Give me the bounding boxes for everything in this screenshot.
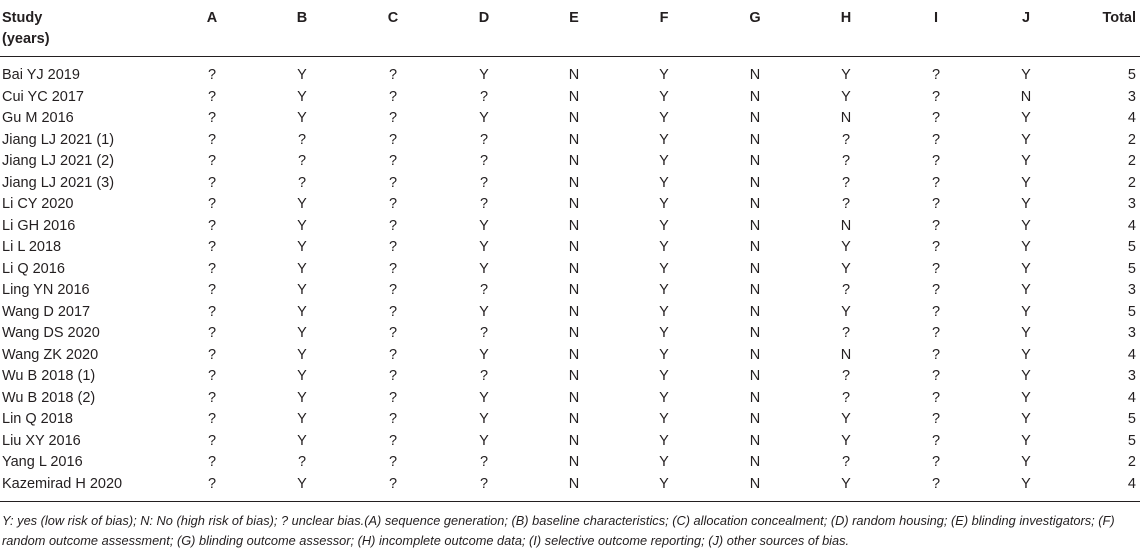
- table-row: [0, 388, 1140, 410]
- table-row: [0, 409, 1140, 431]
- criterion-d-cell: Y: [479, 411, 489, 427]
- criterion-f-cell: Y: [659, 325, 669, 341]
- criterion-c-cell: ?: [388, 303, 398, 320]
- total-cell: 5: [1127, 67, 1136, 83]
- study-cell: Li Q 2016: [2, 260, 65, 277]
- criterion-j-cell: Y: [1021, 260, 1031, 277]
- criterion-e-cell: N: [568, 67, 580, 83]
- criterion-c-cell: ?: [388, 174, 398, 191]
- header-b: B: [296, 10, 308, 26]
- table-row: [0, 431, 1140, 453]
- header-h: H: [840, 10, 852, 26]
- criterion-d-cell: Y: [479, 389, 489, 406]
- criterion-g-cell: N: [749, 475, 761, 492]
- total-cell: 3: [1127, 282, 1136, 298]
- criterion-b-cell: Y: [297, 282, 307, 298]
- criterion-g-cell: N: [749, 325, 761, 341]
- total-cell: 3: [1127, 368, 1136, 384]
- criterion-a-cell: ?: [207, 174, 217, 191]
- criterion-b-cell: Y: [297, 239, 307, 255]
- criterion-e-cell: N: [568, 346, 580, 363]
- criterion-i-cell: ?: [931, 389, 941, 406]
- criterion-g-cell: N: [749, 174, 761, 191]
- total-cell: 2: [1127, 153, 1136, 169]
- criterion-d-cell: Y: [479, 346, 489, 363]
- criterion-h-cell: Y: [841, 239, 851, 255]
- study-cell: Jiang LJ 2021 (2): [2, 153, 115, 169]
- criterion-f-cell: Y: [659, 368, 669, 384]
- criterion-i-cell: ?: [931, 303, 941, 320]
- criterion-g-cell: N: [749, 368, 761, 384]
- criterion-j-cell: Y: [1021, 67, 1031, 83]
- criterion-d-cell: ?: [479, 325, 489, 341]
- table-row: [0, 366, 1140, 388]
- criterion-j-cell: Y: [1021, 174, 1031, 191]
- criterion-e-cell: N: [568, 153, 580, 169]
- criterion-b-cell: Y: [297, 475, 307, 492]
- criterion-a-cell: ?: [207, 303, 217, 320]
- criterion-g-cell: N: [749, 411, 761, 427]
- criterion-h-cell: ?: [841, 282, 851, 298]
- criterion-i-cell: ?: [931, 475, 941, 492]
- total-cell: 3: [1127, 196, 1136, 212]
- criterion-a-cell: ?: [207, 389, 217, 406]
- total-cell: 5: [1127, 432, 1136, 449]
- header-f: F: [659, 10, 669, 26]
- criterion-c-cell: ?: [388, 432, 398, 449]
- criterion-h-cell: ?: [841, 174, 851, 191]
- criterion-c-cell: ?: [388, 282, 398, 298]
- criterion-f-cell: Y: [659, 432, 669, 449]
- study-cell: Liu XY 2016: [2, 432, 81, 449]
- criterion-g-cell: N: [749, 239, 761, 255]
- criterion-e-cell: N: [568, 282, 580, 298]
- table-row: [0, 280, 1140, 302]
- criterion-g-cell: N: [749, 110, 761, 126]
- criterion-a-cell: ?: [207, 260, 217, 277]
- criterion-b-cell: Y: [297, 217, 307, 234]
- criterion-h-cell: ?: [841, 153, 851, 169]
- header-a: A: [206, 10, 218, 26]
- criterion-d-cell: ?: [479, 196, 489, 212]
- criterion-f-cell: Y: [659, 88, 669, 105]
- criterion-d-cell: ?: [479, 454, 489, 470]
- study-cell: Yang L 2016: [2, 454, 83, 470]
- criterion-j-cell: Y: [1021, 411, 1031, 427]
- criterion-j-cell: Y: [1021, 454, 1031, 470]
- criterion-f-cell: Y: [659, 131, 669, 148]
- criterion-f-cell: Y: [659, 346, 669, 363]
- criterion-j-cell: Y: [1021, 368, 1031, 384]
- study-cell: Wang ZK 2020: [2, 346, 99, 363]
- criterion-e-cell: N: [568, 174, 580, 191]
- criterion-i-cell: ?: [931, 131, 941, 148]
- criterion-c-cell: ?: [388, 346, 398, 363]
- criterion-a-cell: ?: [207, 88, 217, 105]
- criterion-i-cell: ?: [931, 432, 941, 449]
- criterion-c-cell: ?: [388, 389, 398, 406]
- criterion-a-cell: ?: [207, 325, 217, 341]
- criterion-i-cell: ?: [931, 88, 941, 105]
- total-cell: 4: [1127, 475, 1136, 492]
- criterion-d-cell: Y: [479, 303, 489, 320]
- criterion-h-cell: ?: [841, 389, 851, 406]
- criterion-b-cell: Y: [297, 432, 307, 449]
- table-row: [0, 259, 1140, 281]
- table-row: [0, 323, 1140, 345]
- criterion-h-cell: N: [840, 110, 852, 126]
- table-row: [0, 194, 1140, 216]
- criterion-i-cell: ?: [931, 260, 941, 277]
- criterion-d-cell: Y: [479, 432, 489, 449]
- study-cell: Wu B 2018 (1): [2, 368, 96, 384]
- criterion-b-cell: ?: [297, 153, 307, 169]
- table-row: [0, 237, 1140, 259]
- criterion-e-cell: N: [568, 325, 580, 341]
- criterion-c-cell: ?: [388, 411, 398, 427]
- header-study-line1: Study: [2, 10, 43, 26]
- total-cell: 4: [1127, 389, 1136, 406]
- criterion-b-cell: Y: [297, 325, 307, 341]
- criterion-b-cell: ?: [297, 454, 307, 470]
- study-cell: Wang D 2017: [2, 303, 91, 320]
- criterion-i-cell: ?: [931, 153, 941, 169]
- criterion-i-cell: ?: [931, 368, 941, 384]
- total-cell: 3: [1127, 325, 1136, 341]
- header-study: [0, 4, 168, 57]
- criterion-g-cell: N: [749, 389, 761, 406]
- criterion-h-cell: N: [840, 217, 852, 234]
- criterion-b-cell: ?: [297, 131, 307, 148]
- criterion-e-cell: N: [568, 217, 580, 234]
- criterion-f-cell: Y: [659, 303, 669, 320]
- criterion-f-cell: Y: [659, 217, 669, 234]
- header-c: C: [387, 10, 399, 26]
- header-g: G: [749, 10, 761, 26]
- criterion-h-cell: Y: [841, 303, 851, 320]
- criterion-d-cell: Y: [479, 110, 489, 126]
- criterion-e-cell: N: [568, 303, 580, 320]
- table-row: [0, 474, 1140, 502]
- table-row: [0, 57, 1140, 87]
- criterion-j-cell: Y: [1021, 196, 1031, 212]
- criterion-e-cell: N: [568, 260, 580, 277]
- table-header-row: [0, 4, 1140, 57]
- criterion-j-cell: Y: [1021, 110, 1031, 126]
- criterion-a-cell: ?: [207, 475, 217, 492]
- criterion-b-cell: ?: [297, 174, 307, 191]
- criterion-g-cell: N: [749, 131, 761, 148]
- criterion-a-cell: ?: [207, 346, 217, 363]
- criterion-h-cell: Y: [841, 67, 851, 83]
- criterion-j-cell: Y: [1021, 325, 1031, 341]
- criterion-j-cell: Y: [1021, 346, 1031, 363]
- total-cell: 2: [1127, 131, 1136, 148]
- study-cell: Wang DS 2020: [2, 325, 100, 341]
- criterion-g-cell: N: [749, 454, 761, 470]
- total-cell: 2: [1127, 454, 1136, 470]
- table-footnote: Y: yes (low risk of bias); N: No (high risk of bias); ? unclear bias.(A) sequence generation; (B) baseline characteristics; (C) allocation concealment; (D) random housing; (E) blinding investigators; (F) random outcome assessment; (G) blinding outcome assessor; (H) incomplete outcome data; (I) selective outcome reporting; (J) other sources of bias.: [2, 513, 1115, 548]
- criterion-a-cell: ?: [207, 239, 217, 255]
- criterion-i-cell: ?: [931, 239, 941, 255]
- criterion-c-cell: ?: [388, 260, 398, 277]
- criterion-d-cell: Y: [479, 217, 489, 234]
- criterion-d-cell: ?: [479, 88, 489, 105]
- criterion-h-cell: ?: [841, 368, 851, 384]
- criterion-c-cell: ?: [388, 88, 398, 105]
- header-d: D: [478, 10, 490, 26]
- criterion-h-cell: Y: [841, 411, 851, 427]
- criterion-h-cell: ?: [841, 131, 851, 148]
- criterion-i-cell: ?: [931, 411, 941, 427]
- criterion-b-cell: Y: [297, 346, 307, 363]
- criterion-f-cell: Y: [659, 174, 669, 191]
- criterion-a-cell: ?: [207, 110, 217, 126]
- criterion-h-cell: ?: [841, 454, 851, 470]
- criterion-b-cell: Y: [297, 411, 307, 427]
- criterion-f-cell: Y: [659, 153, 669, 169]
- study-cell: Ling YN 2016: [2, 282, 90, 298]
- study-cell: Li L 2018: [2, 239, 62, 255]
- criterion-b-cell: Y: [297, 389, 307, 406]
- criterion-i-cell: ?: [931, 110, 941, 126]
- table-body: [0, 57, 1140, 502]
- criterion-e-cell: N: [568, 432, 580, 449]
- criterion-c-cell: ?: [388, 217, 398, 234]
- criterion-g-cell: N: [749, 432, 761, 449]
- criterion-j-cell: Y: [1021, 303, 1031, 320]
- criterion-b-cell: Y: [297, 196, 307, 212]
- criterion-j-cell: Y: [1021, 432, 1031, 449]
- total-cell: 3: [1127, 88, 1136, 105]
- table-row: [0, 130, 1140, 152]
- criterion-a-cell: ?: [207, 282, 217, 298]
- criterion-c-cell: ?: [388, 67, 398, 83]
- criterion-j-cell: Y: [1021, 217, 1031, 234]
- criterion-a-cell: ?: [207, 432, 217, 449]
- criterion-a-cell: ?: [207, 131, 217, 148]
- criterion-a-cell: ?: [207, 411, 217, 427]
- criterion-g-cell: N: [749, 196, 761, 212]
- criterion-h-cell: Y: [841, 432, 851, 449]
- criterion-e-cell: N: [568, 88, 580, 105]
- criterion-f-cell: Y: [659, 67, 669, 83]
- study-cell: Jiang LJ 2021 (1): [2, 131, 115, 148]
- total-cell: 5: [1127, 411, 1136, 427]
- criterion-g-cell: N: [749, 67, 761, 83]
- criterion-h-cell: Y: [841, 260, 851, 277]
- criterion-h-cell: ?: [841, 325, 851, 341]
- criterion-c-cell: ?: [388, 368, 398, 384]
- criterion-i-cell: ?: [931, 196, 941, 212]
- total-cell: 4: [1127, 110, 1136, 126]
- criterion-d-cell: ?: [479, 282, 489, 298]
- criterion-g-cell: N: [749, 153, 761, 169]
- criterion-g-cell: N: [749, 88, 761, 105]
- criterion-j-cell: Y: [1021, 239, 1031, 255]
- criterion-b-cell: Y: [297, 88, 307, 105]
- study-cell: Wu B 2018 (2): [2, 389, 96, 406]
- criterion-e-cell: N: [568, 411, 580, 427]
- criterion-g-cell: N: [749, 303, 761, 320]
- criterion-a-cell: ?: [207, 217, 217, 234]
- criterion-j-cell: Y: [1021, 389, 1031, 406]
- criterion-g-cell: N: [749, 217, 761, 234]
- criterion-d-cell: Y: [479, 67, 489, 83]
- criterion-b-cell: Y: [297, 67, 307, 83]
- criterion-c-cell: ?: [388, 475, 398, 492]
- total-cell: 4: [1127, 346, 1136, 363]
- criterion-h-cell: Y: [841, 475, 851, 492]
- criterion-f-cell: Y: [659, 196, 669, 212]
- header-i: I: [933, 10, 939, 26]
- criterion-b-cell: Y: [297, 303, 307, 320]
- table-row: [0, 87, 1140, 109]
- criterion-b-cell: Y: [297, 110, 307, 126]
- study-cell: Cui YC 2017: [2, 88, 84, 105]
- criterion-f-cell: Y: [659, 389, 669, 406]
- header-e: E: [569, 10, 579, 26]
- criterion-i-cell: ?: [931, 454, 941, 470]
- total-cell: 5: [1127, 239, 1136, 255]
- total-cell: 4: [1127, 217, 1136, 234]
- study-cell: Li CY 2020: [2, 196, 74, 212]
- criterion-f-cell: Y: [659, 475, 669, 492]
- criterion-i-cell: ?: [931, 67, 941, 83]
- table-row: [0, 345, 1140, 367]
- criterion-h-cell: Y: [841, 88, 851, 105]
- criterion-g-cell: N: [749, 260, 761, 277]
- criterion-j-cell: Y: [1021, 131, 1031, 148]
- criterion-c-cell: ?: [388, 110, 398, 126]
- criterion-j-cell: Y: [1021, 153, 1031, 169]
- criterion-i-cell: ?: [931, 174, 941, 191]
- criterion-c-cell: ?: [388, 131, 398, 148]
- criterion-c-cell: ?: [388, 325, 398, 341]
- header-j: J: [1021, 10, 1031, 26]
- criterion-f-cell: Y: [659, 239, 669, 255]
- criterion-e-cell: N: [568, 368, 580, 384]
- criterion-a-cell: ?: [207, 67, 217, 83]
- criterion-c-cell: ?: [388, 454, 398, 470]
- criterion-d-cell: ?: [479, 368, 489, 384]
- table-row: [0, 108, 1140, 130]
- total-cell: 5: [1127, 303, 1136, 320]
- criterion-f-cell: Y: [659, 110, 669, 126]
- criterion-e-cell: N: [568, 110, 580, 126]
- criterion-a-cell: ?: [207, 153, 217, 169]
- header-total: Total: [1102, 10, 1136, 26]
- table-row: [0, 452, 1140, 474]
- table-row: [0, 302, 1140, 324]
- criterion-j-cell: Y: [1021, 475, 1031, 492]
- criterion-f-cell: Y: [659, 260, 669, 277]
- criterion-a-cell: ?: [207, 454, 217, 470]
- risk-of-bias-table: [0, 4, 1140, 502]
- criterion-i-cell: ?: [931, 325, 941, 341]
- criterion-d-cell: ?: [479, 131, 489, 148]
- criterion-d-cell: Y: [479, 260, 489, 277]
- study-cell: Jiang LJ 2021 (3): [2, 174, 115, 191]
- criterion-h-cell: N: [840, 346, 852, 363]
- criterion-c-cell: ?: [388, 239, 398, 255]
- criterion-c-cell: ?: [388, 153, 398, 169]
- criterion-d-cell: ?: [479, 153, 489, 169]
- study-cell: Gu M 2016: [2, 110, 74, 126]
- criterion-e-cell: N: [568, 475, 580, 492]
- total-cell: 2: [1127, 174, 1136, 191]
- table-row: [0, 216, 1140, 238]
- criterion-i-cell: ?: [931, 217, 941, 234]
- criterion-e-cell: N: [568, 389, 580, 406]
- criterion-d-cell: ?: [479, 174, 489, 191]
- criterion-g-cell: N: [749, 282, 761, 298]
- study-cell: Kazemirad H 2020: [2, 475, 123, 492]
- criterion-f-cell: Y: [659, 454, 669, 470]
- criterion-a-cell: ?: [207, 196, 217, 212]
- header-study-line2: (years): [2, 31, 50, 47]
- study-cell: Li GH 2016: [2, 217, 76, 234]
- criterion-i-cell: ?: [931, 282, 941, 298]
- criterion-j-cell: Y: [1021, 282, 1031, 298]
- criterion-c-cell: ?: [388, 196, 398, 212]
- study-cell: Lin Q 2018: [2, 411, 73, 427]
- table-row: [0, 173, 1140, 195]
- criterion-i-cell: ?: [931, 346, 941, 363]
- criterion-h-cell: ?: [841, 196, 851, 212]
- criterion-f-cell: Y: [659, 282, 669, 298]
- criterion-d-cell: ?: [479, 475, 489, 492]
- criterion-a-cell: ?: [207, 368, 217, 384]
- study-cell: Bai YJ 2019: [2, 67, 80, 83]
- criterion-d-cell: Y: [479, 239, 489, 255]
- criterion-j-cell: N: [1020, 88, 1032, 105]
- criterion-e-cell: N: [568, 239, 580, 255]
- criterion-g-cell: N: [749, 346, 761, 363]
- total-cell: 5: [1127, 260, 1136, 277]
- criterion-e-cell: N: [568, 131, 580, 148]
- criterion-b-cell: Y: [297, 368, 307, 384]
- criterion-e-cell: N: [568, 196, 580, 212]
- criterion-f-cell: Y: [659, 411, 669, 427]
- table-row: [0, 151, 1140, 173]
- criterion-b-cell: Y: [297, 260, 307, 277]
- criterion-e-cell: N: [568, 454, 580, 470]
